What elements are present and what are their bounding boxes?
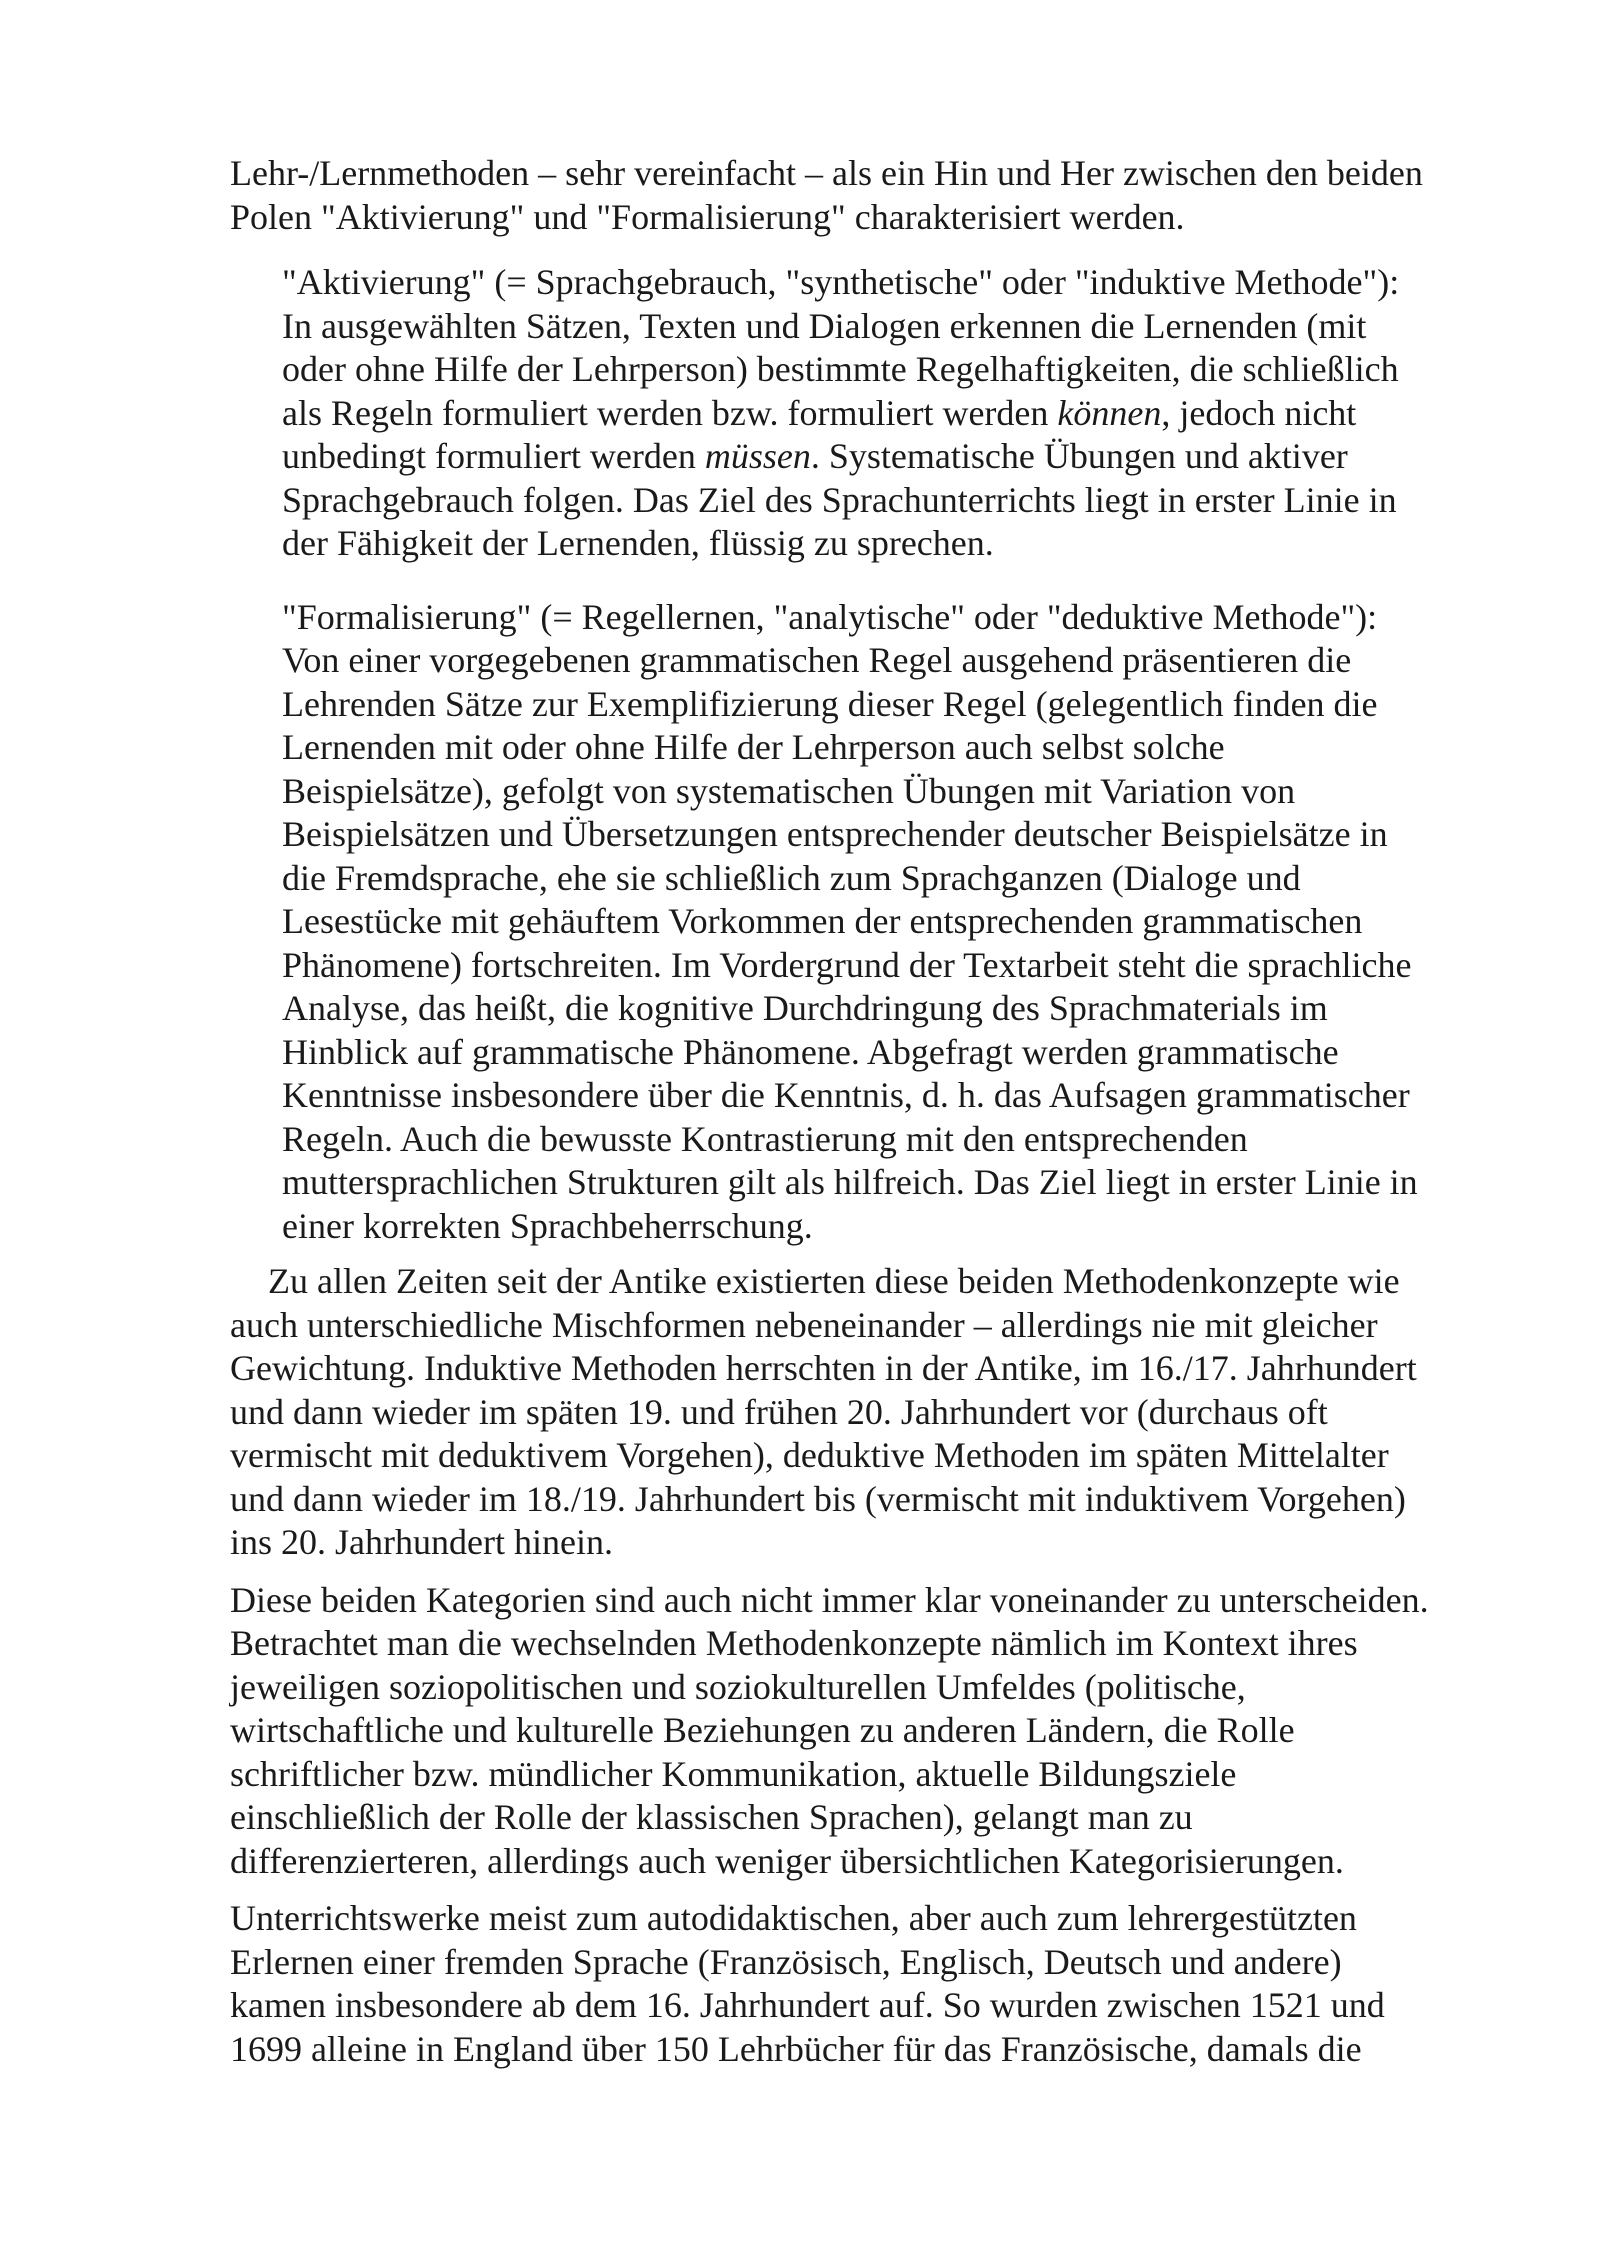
text-line: "Formalisierung" (= Regellernen, "analytische" oder "deduktive Methode"): [282, 596, 1378, 637]
text-line: Analyse, das heißt, die kognitive Durchdringung des Sprachmaterials im [282, 988, 1328, 1028]
text-line: Lernenden mit oder ohne Hilfe der Lehrperson auch selbst solche [282, 727, 1225, 767]
text-line: Beispielsätzen und Übersetzungen entsprechender deutscher Beispielsätze in [282, 814, 1388, 854]
text-line: Zu allen Zeiten seit der Antike existierten diese beiden Methodenkonzepte wie [268, 1261, 1400, 1301]
text-line: Phänomene) fortschreiten. Im Vordergrund der Textarbeit steht die sprachliche [282, 944, 1412, 985]
text-line: Von einer vorgegebenen grammatischen Regel ausgehend präsentieren die [282, 640, 1352, 680]
text-line: differenzierteren, allerdings auch weniger übersichtlichen Kategorisierungen. [230, 1840, 1344, 1881]
text-run: unbedingt formuliert werden [282, 436, 705, 476]
text-line: Kenntnisse insbesondere über die Kenntnis, d. h. das Aufsagen grammatischer [282, 1075, 1410, 1115]
text-line: ins 20. Jahrhundert hinein. [230, 1522, 613, 1562]
text-line: die Fremdsprache, ehe sie schließlich zum Sprachganzen (Dialoge und [282, 857, 1301, 898]
text-line: auch unterschiedliche Mischformen nebeneinander – allerdings nie mit gleicher [230, 1304, 1378, 1345]
text-line: und dann wieder im späten 19. und frühen 20. Jahrhundert vor (durchaus oft [230, 1391, 1328, 1432]
emphasis-muessen: müssen [704, 436, 811, 476]
text-line: einschließlich der Rolle der klassischen Sprachen), gelangt man zu [230, 1797, 1193, 1837]
text-line: oder ohne Hilfe der Lehrperson) bestimmte Regelhaftigkeiten, die schließlich [282, 349, 1399, 389]
text-line: jeweiligen soziopolitischen und soziokulturellen Umfeldes (politische, [230, 1666, 1246, 1707]
paragraph-antike [230, 1260, 1492, 1565]
text-line: der Fähigkeit der Lernenden, flüssig zu sprechen. [282, 523, 994, 563]
text-line: schriftlicher bzw. mündlicher Kommunikation, aktuelle Bildungsziele [230, 1753, 1237, 1794]
text-run: , jedoch nicht [1161, 392, 1357, 433]
text-line: Betrachtet man die wechselnden Methodenkonzepte nämlich im Kontext ihres [230, 1623, 1358, 1663]
text-line-with-emphasis [282, 392, 1492, 436]
paragraph-formalisierung [282, 596, 1492, 1249]
text-line: Polen "Aktivierung" und "Formalisierung" charakterisiert werden. [230, 196, 1185, 237]
paragraph-unterrichtswerke [230, 1897, 1492, 2071]
paragraph-kategorien [230, 1579, 1492, 1884]
text-line: Beispielsätze), gefolgt von systematischen Übungen mit Variation von [282, 770, 1296, 811]
text-run: . Systematische Übungen und aktiver [810, 436, 1348, 476]
text-line: Lehr-/Lernmethoden – sehr vereinfacht – als ein Hin und Her zwischen den beiden [230, 153, 1423, 193]
text-line: einer korrekten Sprachbeherrschung. [282, 1205, 813, 1246]
text-line: In ausgewählten Sätzen, Texten und Dialogen erkennen die Lernenden (mit [282, 305, 1367, 346]
text-line: und dann wieder im 18./19. Jahrhundert bis (vermischt mit induktivem Vorgehen) [230, 1478, 1406, 1519]
emphasis-koennen: können [1057, 392, 1162, 433]
text-line: wirtschaftliche und kulturelle Beziehungen zu anderen Ländern, die Rolle [230, 1710, 1295, 1750]
text-line: Sprachgebrauch folgen. Das Ziel des Sprachunterrichts liegt in erster Linie in [282, 479, 1397, 520]
text-line: Lehrenden Sätze zur Exemplifizierung dieser Regel (gelegentlich finden die [282, 683, 1378, 724]
text-line: kamen insbesondere ab dem 16. Jahrhundert auf. So wurden zwischen 1521 und [230, 1985, 1385, 2025]
paragraph-intro [230, 152, 1492, 239]
text-line: Hinblick auf grammatische Phänomene. Abgefragt werden grammatische [282, 1031, 1339, 1072]
text-line-with-emphasis [282, 435, 1492, 479]
document-page [230, 152, 1492, 2091]
text-line: "Aktivierung" (= Sprachgebrauch, "synthetische" oder "induktive Methode"): [282, 262, 1400, 302]
text-line: vermischt mit deduktivem Vorgehen), deduktive Methoden im späten Mittelalter [230, 1435, 1389, 1475]
text-line: Diese beiden Kategorien sind auch nicht immer klar voneinander zu unterscheiden. [230, 1579, 1429, 1620]
text-line: Erlernen einer fremden Sprache (Französisch, Englisch, Deutsch und andere) [230, 1941, 1342, 1982]
text-line: Gewichtung. Induktive Methoden herrschten in der Antike, im 16./17. Jahrhundert [230, 1348, 1417, 1388]
text-line: muttersprachlichen Strukturen gilt als hilfreich. Das Ziel liegt in erster Linie in [282, 1162, 1418, 1202]
text-line: Regeln. Auch die bewusste Kontrastierung mit den entsprechenden [282, 1118, 1248, 1159]
text-line: Lesestücke mit gehäuftem Vorkommen der entsprechenden grammatischen [282, 901, 1363, 941]
text-run: als Regeln formuliert werden bzw. formuliert werden [282, 392, 1058, 433]
paragraph-aktivierung [282, 261, 1492, 566]
text-line: Unterrichtswerke meist zum autodidaktischen, aber auch zum lehrergestützten [230, 1898, 1357, 1938]
text-line: 1699 alleine in England über 150 Lehrbücher für das Französische, damals die [230, 2028, 1362, 2069]
